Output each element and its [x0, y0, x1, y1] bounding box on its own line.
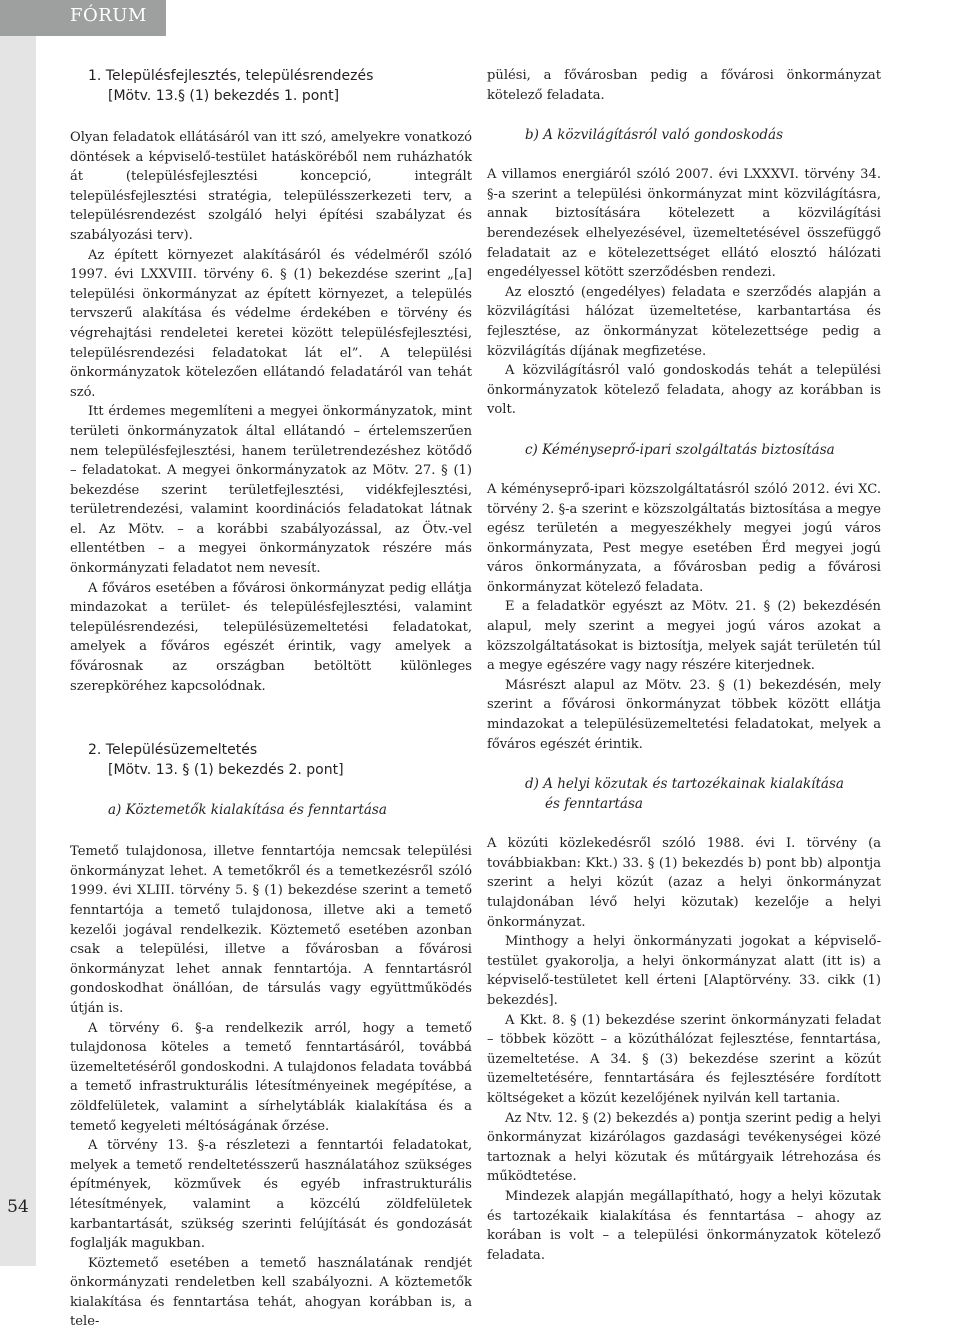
left-column: [70, 66, 472, 1332]
subsection-b-title: b) A közvilágításról való gondoskodás: [525, 127, 784, 144]
paragraph: A kéményseprő-ipari közszolgáltatásról szóló 2012. évi XC. törvény 2. §-a szerint e közszolgáltatás biztosítása a megye egész területén a megyeszékhely megyei jogú város önkormányzata, Pest megye esetében Érd megyei jogú város önkormányzata, a fővárosban pedig a fővárosi önkormányzat kötelező feladata.: [487, 481, 881, 595]
paragraph: A főváros esetében a fővárosi önkormányzat pedig ellátja mindazokat a terület- és településfejlesztési, valamint településrendezési, településüzemeltetési feladatokat, amelyek a főváros egészét érintik, vagy amelyek a fővárosnak az országban betöltött különleges szerepköréhez kapcsolódnak.: [70, 580, 472, 694]
paragraph: Az épített környezet alakításáról és védelméről szóló 1997. évi LXXVIII. törvény 6. § (1) bekezdése szerint „[a] települési önkormányzat az épített környezet, a település tervszerű alakítása és védelme érdekében e törvény és végrehajtási rendeletei keretei között településfejlesztési, településrendezési feladatokat lát el”. A települési önkormányzatok kötelezően ellátandó feladatáról van tehát szó.: [70, 247, 472, 400]
header-label: FÓRUM: [70, 5, 147, 26]
subsection-a-title: a) Köztemetők kialakítása és fenntartása: [108, 802, 387, 819]
section-2-reference: [Mötv. 13. § (1) bekezdés 2. pont]: [108, 762, 344, 779]
paragraph: A közúti közlekedésről szóló 1988. évi I. törvény (a továbbiakban: Kkt.) 33. § (1) bekezdés b) pont bb) alpontja szerint a helyi közút (azaz a helyi önkormányzat tulajdonában lévő helyi közutak) kezelője a helyi önkormányzat.: [487, 836, 881, 930]
paragraph: Köztemető esetében a temető használatának rendjét önkormányzati rendeletben kell szabályozni. A köztemetők kialakítása és fenntartása tehát, ahogyan korábban is, a tele-: [70, 1255, 472, 1330]
paragraph: Minthogy a helyi önkormányzati jogokat a képviselő-testület gyakorolja, a helyi önkormányzat alatt (itt is) a képviselő-testületet kell érteni [Alaptörvény. 33. cikk (1) bekezdés].: [487, 934, 881, 1008]
paragraph: A törvény 6. §-a rendelkezik arról, hogy a temető tulajdonosa köteles a temető fenntartásáról, továbbá üzemeltetéséről gondoskodni. A tulajdonos feladata továbbá a temető infrastrukturális létesítményeinek megépítése, a zöldfelületek, valamint a sírhelytáblák kialakítása és a temető kegyeleti méltóságának őrzése.: [70, 1020, 472, 1134]
section-1-title: 1. Településfejlesztés, településrendezés: [88, 68, 374, 84]
paragraph: Temető tulajdonosa, illetve fenntartója nemcsak települési önkormányzat lehet. A temetőkről és a temetkezésről szóló 1999. évi XLIII. törvény 5. § (1) bekezdése szerint a temető fenntartója a temető tulajdonosa, illetve aki a temető kezelői jogával rendelkezik. Köztemető esetében azonban csak a települési, illetve a fővárosban a fővárosi önkormányzat lehet annak fenntartója. A fenntartásról gondoskodhat önállóan, de társulás vagy együttműködés útján is.: [70, 844, 472, 1016]
section-1-reference: [Mötv. 13.§ (1) bekezdés 1. pont]: [108, 88, 340, 104]
subsection-d-title: d) A helyi közutak és tartozékainak kialakítása: [525, 776, 844, 793]
paragraph: Mindezek alapján megállapítható, hogy a helyi közutak és tartozékaik kialakítása és fenntartása – ahogy az korában is volt – a települési önkormányzatok kötelező feladata.: [487, 1188, 881, 1263]
paragraph: Az Ntv. 12. § (2) bekezdés a) pontja szerint pedig a helyi önkormányzat kizárólagos gazdasági tevékenységei közé tartoznak a helyi közutak és műtárgyaik létrehozása és működtetése.: [487, 1110, 881, 1185]
page-number: 54: [7, 1197, 29, 1217]
paragraph: Az elosztó (engedélyes) feladata e szerződés alapján a közvilágítási hálózat üzemeltetése, karbantartása és fejlesztése, az önkormányzat kötelezettsége pedig a közvilágítás díjának megfizetése.: [487, 284, 881, 359]
paragraph: A közvilágításról való gondoskodás tehát a települési önkormányzatok kötelező feladata, ahogy az korábban is volt.: [487, 363, 881, 418]
subsection-d-title-cont: és fenntartása: [545, 796, 643, 813]
paragraph: Olyan feladatok ellátásáról van itt szó, amelyekre vonatkozó döntések a képviselő-testület hatásköréből nem ruházhatók át (településfejlesztési koncepció, integrált településfejlesztési stratégia, településszerkezeti terv, a településrendezést szolgáló helyi építési szabályzat és szabályozási terv).: [70, 130, 472, 243]
paragraph: pülési, a fővárosban pedig a fővárosi önkormányzat kötelező feladata.: [487, 68, 881, 103]
paragraph: A villamos energiáról szóló 2007. évi LXXXVI. törvény 34. §-a szerint a települési önkormányzat mint közvilágításra, annak biztosítására kötelezett a közvilágítási berendezések elhelyezésével, üzemeltetésével összefüggő feladatait az e kötelezettséget ellátó elosztó hálózati engedélyessel kötött szerződésben rendezi.: [487, 167, 881, 281]
paragraph: Itt érdemes megemlíteni a megyei önkormányzatok, mint területi önkormányzatok által ellátandó – értelemszerűen nem településfejlesztési, hanem területrendezéshez kötődő – feladatokat. A megyei önkormányzatok az Mötv. 27. § (1) bekezdése szerint területfejlesztési, vidékfejlesztési, területrendezési, valamint koordinációs feladatokat látnak el. Az Mötv. – a korábbi szabályozással, az Ötv.-vel ellentétben – a megyei önkormányzatok részére más önkormányzati feladatot nem nevesít.: [70, 404, 472, 577]
right-column: [487, 66, 881, 1265]
paragraph: A törvény 13. §-a részletezi a fenntartói feladatokat, melyek a temető rendeltetésszerű használatához szükséges építmények, közművek és egyéb infrastrukturális létesítmények, valamint a közcélú zöldfelületek karbantartását, szükség szerinti felújítását és gondozását foglalják magukban.: [70, 1138, 472, 1252]
subsection-c-title: c) Kéményseprő-ipari szolgáltatás biztosítása: [525, 441, 835, 458]
section-2-title: 2. Településüzemeltetés: [88, 742, 258, 759]
page-header: [0, 0, 960, 36]
paragraph: E a feladatkör egyészt az Mötv. 21. § (2) bekezdésén alapul, mely szerint a megyei jogú város azokat a közszolgáltatásokat is biztosítja, melyek saját területén túl a megye egészére vagy nagy részére kiterjednek.: [487, 599, 881, 674]
paragraph: A Kkt. 8. § (1) bekezdése szerint önkormányzati feladat – többek között – a közúthálózat fejlesztése, fenntartása, üzemeltetése. A 34. § (3) bekezdése szerint a közút üzemeltetésére, fenntartására és fejlesztésére fordított költségeket a közút kezelőjének nyilván kell tartania.: [487, 1012, 881, 1106]
sidebar-strip: [0, 36, 36, 1266]
paragraph: Másrészt alapul az Mötv. 23. § (1) bekezdésén, mely szerint a fővárosi önkormányzat többek között ellátja mindazokat a településüzemeltetési feladatokat, melyek a főváros egészét érintik.: [487, 677, 881, 752]
